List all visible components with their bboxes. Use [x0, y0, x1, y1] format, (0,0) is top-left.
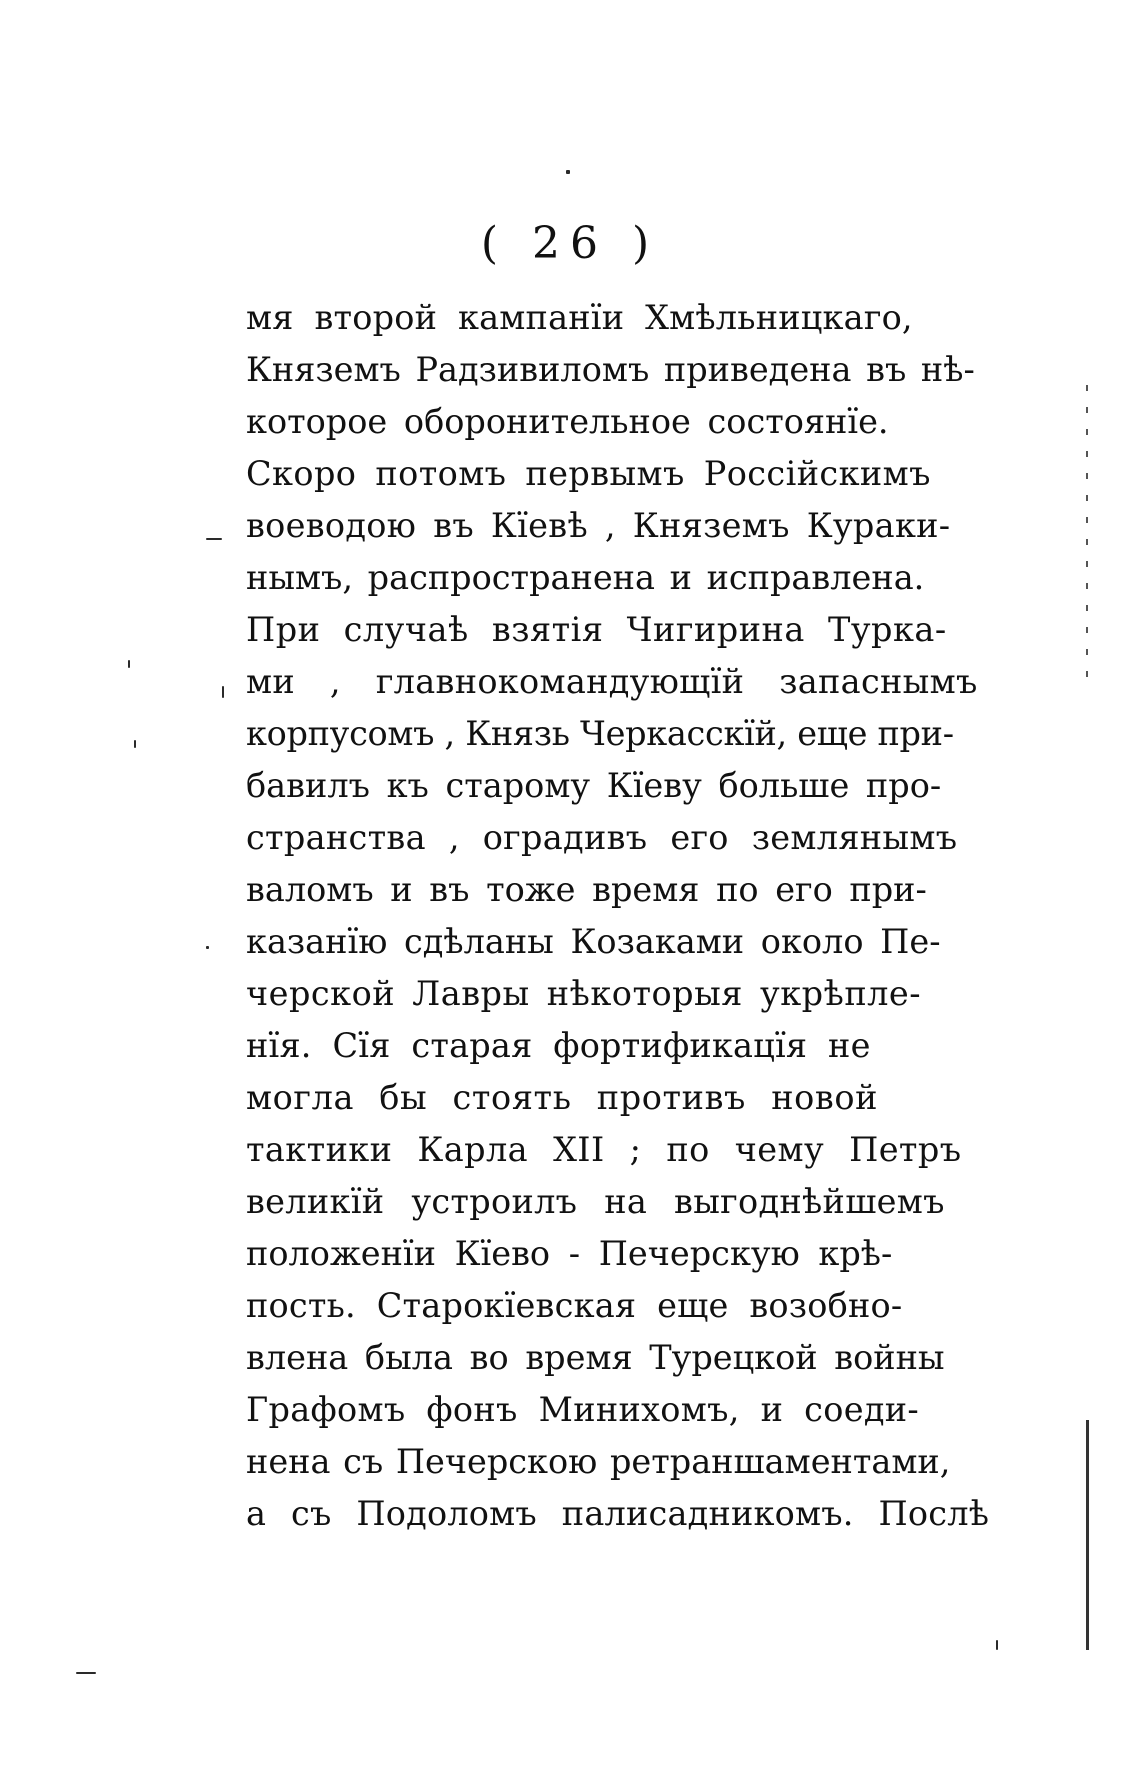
text-line: нена съ Печерскою ретраншаментами, [246, 1442, 951, 1481]
text-line: тактики Карла XII ; по чему Петръ [246, 1130, 962, 1169]
text-line: При случаѣ взятія Чигирина Турка- [246, 610, 947, 649]
body-text [246, 292, 991, 1540]
scan-speck [128, 660, 130, 668]
binding-edge-line [1086, 1420, 1089, 1650]
scan-speck [206, 538, 222, 540]
scan-speck [206, 946, 209, 949]
text-line: корпусомъ , Князь Черкасскїй, еще при- [246, 714, 954, 753]
text-line: а съ Подоломъ палисадникомъ. Послѣ [246, 1494, 990, 1533]
scan-speck [222, 686, 224, 698]
binding-edge-dash [1086, 385, 1088, 685]
scan-speck [566, 170, 570, 174]
scan-speck [996, 1640, 998, 1650]
text-line: нымъ, распространена и исправлена. [246, 558, 925, 597]
scan-speck [134, 740, 136, 748]
text-line: мя второй кампанїи Хмѣльницкаго, [246, 298, 913, 337]
text-line: положенїи Кїево - Печерскую крѣ- [246, 1234, 893, 1273]
text-line: нїя. Сїя старая фортификацїя не [246, 1026, 871, 1065]
text-line: великїй устроилъ на выгоднѣйшемъ [246, 1182, 945, 1221]
text-line: Княземъ Радзивиломъ приведена въ нѣ- [246, 350, 975, 389]
text-line: влена была во время Турецкой войны [246, 1338, 945, 1377]
text-line: валомъ и въ тоже время по его при- [246, 870, 927, 909]
text-line: черской Лавры нѣкоторыя укрѣпле- [246, 974, 922, 1013]
text-line: бавилъ къ старому Кїеву больше про- [246, 766, 942, 805]
text-line: пость. Старокїевская еще возобно- [246, 1286, 903, 1325]
text-line: Графомъ фонъ Минихомъ, и соеди- [246, 1390, 920, 1429]
text-line: могла бы стоять противъ новой [246, 1078, 879, 1117]
text-line: странства , оградивъ его землянымъ [246, 818, 958, 857]
text-line: Скоро потомъ первымъ Россійскимъ [246, 454, 931, 493]
text-line: ми , главнокомандующїй запаснымъ [246, 662, 978, 701]
text-line: воеводою въ Кїевѣ , Княземъ Кураки- [246, 506, 951, 545]
scan-speck [76, 1672, 96, 1674]
text-line: которое оборонительное состоянїе. [246, 402, 889, 441]
page-number: ( 26 ) [480, 218, 660, 269]
text-line: казанїю сдѣланы Козаками около Пе- [246, 922, 941, 961]
